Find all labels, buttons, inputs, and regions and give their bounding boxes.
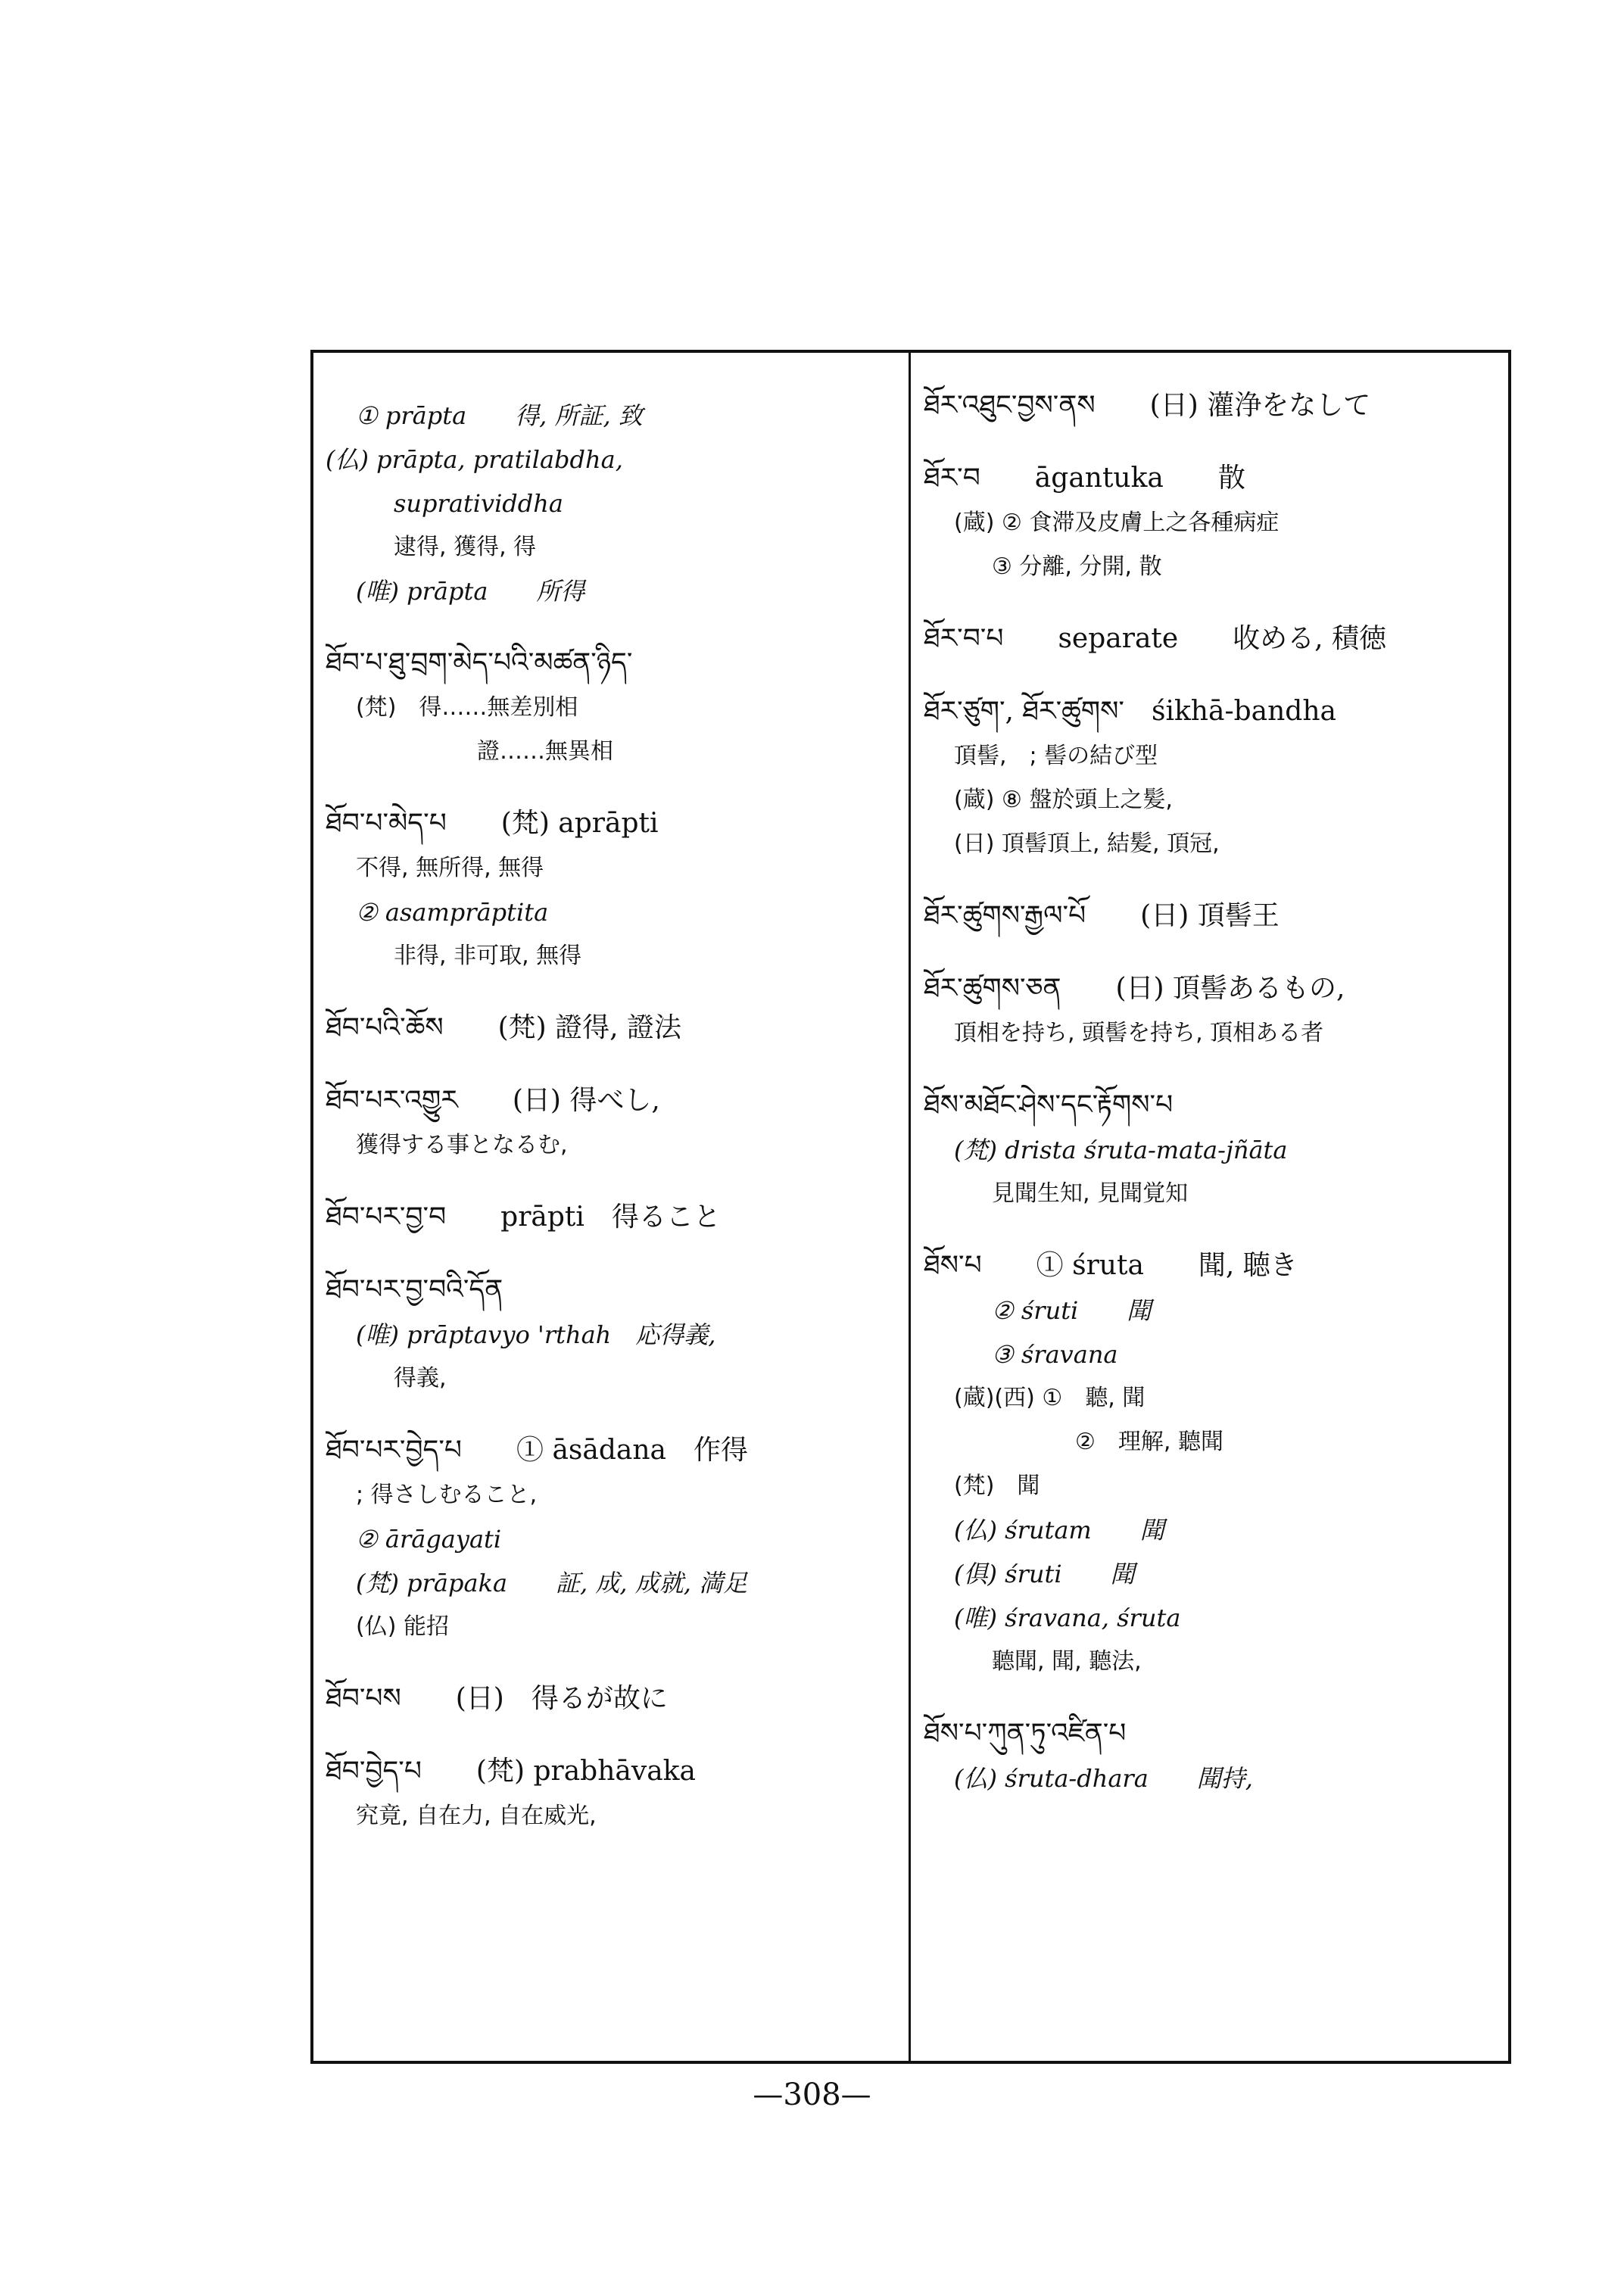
page-number: —308—	[753, 2077, 871, 2112]
dictionary-entry	[924, 456, 1507, 589]
entry-headword: ① prāpta 得, 所証, 致	[356, 401, 643, 430]
entry-definition-line: (仏) śrutam 聞	[954, 1516, 1164, 1544]
entry-headword: ཐོར་ཚུགས་རྒྱལ་པོ (日) 頂髻王	[924, 900, 1280, 931]
dictionary-entry	[924, 616, 1507, 662]
entry-headword: ཐོར་ཙུག་, ཐོར་ཚུགས་ śikhā-bandha	[924, 696, 1336, 727]
entry-definition-line: 聽聞, 聞, 聽法,	[992, 1648, 1142, 1675]
entry-definition-line: 獲得する事となるむ,	[356, 1132, 568, 1158]
entry-definition-line: (梵) 得……無差別相	[356, 694, 578, 721]
dictionary-entry	[924, 966, 1507, 1055]
entry-definition-line: (唯) prāpta 所得	[356, 577, 585, 606]
entry-headword: ཐོབ་པར་བྱེད་པ ① āsādana 作得	[326, 1435, 749, 1466]
dictionary-entry	[326, 1749, 901, 1838]
entry-definition-line: (蔵)(西) ① 聽, 聞	[954, 1385, 1146, 1411]
entry-headword: ཐོས་པ ① śruta 聞, 聴き	[924, 1250, 1298, 1281]
entry-headword: ཐོར་ཚུགས་ཅན (日) 頂髻あるもの,	[924, 973, 1345, 1004]
entry-definition-line: 見聞生知, 見聞覚知	[992, 1180, 1189, 1207]
entry-headword: ཐོབ་པར་བྱ་བ prāpti 得ること	[326, 1202, 721, 1233]
dictionary-entry	[924, 1243, 1507, 1684]
entry-definition-line: (唯) śravana, śruta	[954, 1604, 1181, 1632]
dictionary-entry	[326, 641, 901, 774]
dictionary-entry	[326, 1005, 901, 1051]
entry-definition-line: 頂相を持ち, 頭髻を持ち, 頂相ある者	[954, 1020, 1324, 1046]
entry-definition-line: (梵) drista śruta-mata-jñāta	[954, 1136, 1288, 1164]
entry-definition-line: 究竟, 自在力, 自在威光,	[356, 1803, 597, 1829]
entry-definition-line: ② ārāgayati	[356, 1525, 502, 1554]
entry-definition-line: ② asamprāptita	[356, 898, 549, 927]
dictionary-entry	[924, 1711, 1507, 1800]
entry-definition-line: ② 理解, 聽聞	[1075, 1429, 1223, 1455]
entry-headword: ཐོས་མཐོང་ཤེས་དང་རྟོགས་པ	[924, 1089, 1174, 1121]
entry-definition-line: (仏) śruta-dhara 聞持,	[954, 1764, 1253, 1793]
entry-headword: ཐོབ་པའི་ཆོས (梵) 證得, 證法	[326, 1012, 682, 1043]
entry-definition-line: (俱) śruti 聞	[954, 1560, 1135, 1588]
dictionary-entry	[924, 383, 1507, 429]
entry-definition-line: 證……無異相	[477, 738, 613, 765]
entry-definition-line: 不得, 無所得, 無得	[356, 855, 544, 881]
entry-definition-line: (日) 頂髻頂上, 結髪, 頂冠,	[954, 831, 1220, 857]
entry-definition-line: (蔵) ⑧ 盤於頭上之髪,	[954, 787, 1173, 813]
entry-headword: ཐོབ་པར་བྱ་བའི་དོན	[326, 1274, 503, 1305]
entry-headword: ཐོབ་པ་མེད་པ (梵) aprāpti	[326, 808, 659, 839]
dictionary-entry	[326, 1428, 901, 1649]
dictionary-entry	[924, 1083, 1507, 1216]
entry-headword: ཐོབ་བྱེད་པ (梵) prabhāvaka	[326, 1756, 696, 1787]
entry-headword: ཐོབ་པས (日) 得るが故に	[326, 1683, 668, 1714]
dictionary-entry	[326, 1676, 901, 1722]
entry-headword: ཐོབ་པར་འགྱུར (日) 得べし,	[326, 1085, 660, 1116]
dictionary-entry	[326, 1195, 901, 1240]
column-divider	[909, 353, 911, 2061]
dictionary-entry	[326, 801, 901, 978]
entry-headword: ཐོར་བ āgantuka 散	[924, 463, 1245, 494]
entry-definition-line: (梵) 聞	[954, 1473, 1040, 1499]
entry-definition-line: ③ 分離, 分開, 散	[992, 553, 1162, 580]
entry-definition-line: 逮得, 獲得, 得	[394, 534, 537, 560]
entry-headword: ཐོབ་པ་ཐུ་བྲག་མེད་པའི་མཚན་ཉིད་	[326, 647, 633, 678]
entry-definition-line: ③ śravana	[992, 1340, 1118, 1369]
entry-definition-line: 非得, 非可取, 無得	[394, 943, 582, 969]
entry-definition-line: (唯) prāptavyo 'rthah 応得義,	[356, 1320, 716, 1349]
entry-definition-line: (梵) prāpaka 証, 成, 成就, 満足	[356, 1569, 748, 1597]
entry-definition-line: (仏) prāpta, pratilabdha,	[326, 445, 623, 474]
right-column	[924, 356, 1507, 2059]
dictionary-entry	[326, 394, 901, 613]
dictionary-entry	[924, 893, 1507, 939]
entry-definition-line: (仏) 能招	[356, 1613, 449, 1640]
dictionary-entry	[924, 689, 1507, 866]
left-column	[326, 356, 901, 2059]
entry-definition-line: 得義,	[394, 1365, 447, 1392]
entry-definition-line: (蔵) ② 食滞及皮膚上之各種病症	[954, 510, 1280, 536]
entry-headword: ཐོས་པ་ཀུན་ཏུ་འཛིན་པ	[924, 1718, 1127, 1749]
entry-definition-line: ; 得さしむること,	[356, 1482, 538, 1508]
entry-definition-line: 頂髻, ; 髻の結び型	[954, 743, 1158, 769]
entry-headword: ཐོར་བ་པ separate 收める, 積徳	[924, 623, 1387, 654]
dictionary-entry	[326, 1267, 901, 1401]
dictionary-entry	[326, 1078, 901, 1167]
entry-definition-line: ② śruti 聞	[992, 1296, 1152, 1325]
entry-definition-line: supratividdha	[394, 489, 563, 518]
entry-headword: ཐོར་འཐུང་བྱས་ནས (日) 灌浄をなして	[924, 390, 1371, 421]
